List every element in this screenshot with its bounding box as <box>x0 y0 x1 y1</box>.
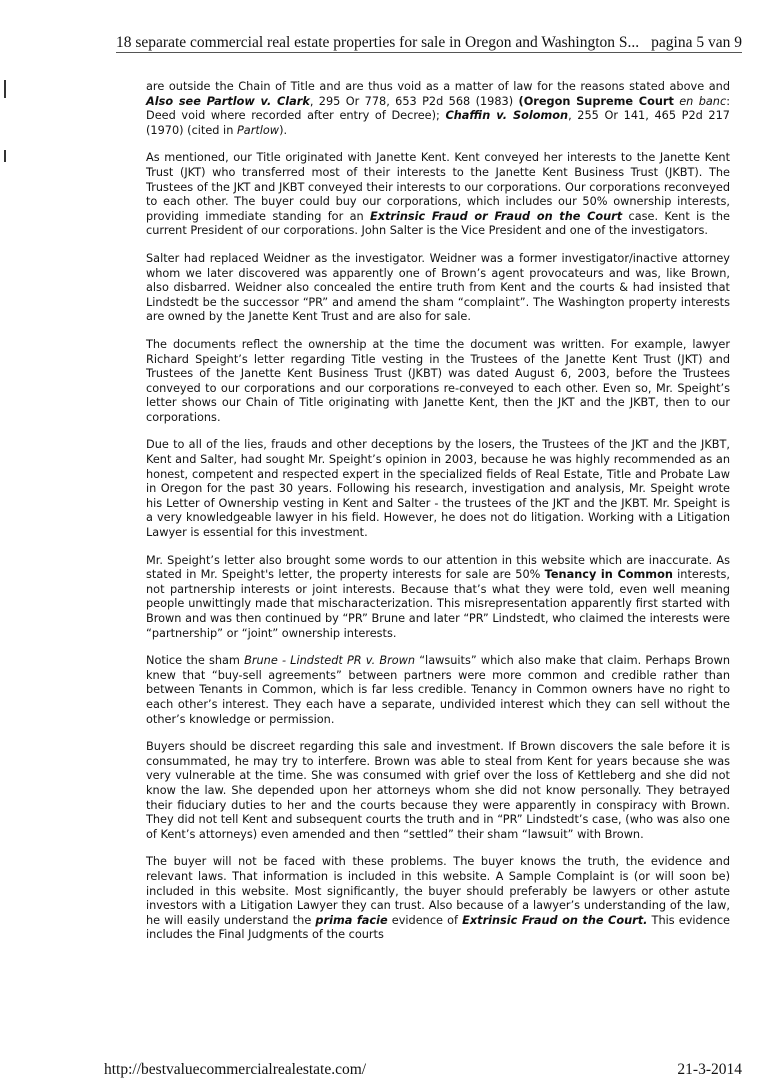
text-run: The buyer will not be faced with these problems. The buyer knows the truth, the evidence and relevant laws. That information is included in this website. A Sample Complaint is (or will soon be) included in this website. Most significantly, the buyer should preferably be lawyers or other astute investors with a Litigation Lawyer they can trust. Also because of a lawyer’s understanding of the law, he will easily understand the <box>146 855 730 927</box>
text-run: Mr. Speight’s letter also brought some words to our attention in this website which are inaccurate. As stated in Mr. Speight's letter, the property interests for sale are 50% <box>146 553 730 582</box>
text-run: Notice the sham <box>146 654 245 668</box>
emphasized-text: (Oregon Supreme Court <box>518 94 674 108</box>
paragraph <box>146 80 730 138</box>
paragraph <box>146 740 730 842</box>
emphasized-text: en banc <box>679 94 727 108</box>
text-run: evidence of <box>387 913 463 927</box>
print-date: 21-3-2014 <box>677 1061 742 1078</box>
emphasized-text: Tenancy in Common <box>544 568 673 582</box>
text-run: : Deed void where recorded after entry of Decree); <box>146 94 730 123</box>
text-run: This evidence includes the Final Judgments of the courts <box>146 913 730 942</box>
scan-margin-mark <box>4 150 6 162</box>
text-run: are outside the Chain of Title and are thus void as a matter of law for the reasons stated above and <box>146 80 730 93</box>
document-body <box>146 80 730 956</box>
emphasized-text: Partlow <box>236 123 280 137</box>
text-run: As mentioned, our Title originated with Janette Kent. Kent conveyed her interests to the Janette Kent Trust (JKT) who transferred most of their interests to the Janette Kent Business Trust (JKBT). The Trustees of the JKT and JKBT conveyed their interests to our corporations. Our corporations reconveyed to each other. The buyer could buy our corporations, which includes our 50% ownership interests, providing immediate standing for an <box>146 151 730 223</box>
text-run: ). <box>279 123 288 137</box>
emphasized-text: prima facie <box>315 913 388 927</box>
paragraph <box>146 554 730 642</box>
text-run: , 295 Or 778, 653 P2d 568 (1983) <box>309 94 519 108</box>
paragraph <box>146 438 730 540</box>
paragraph <box>146 654 730 727</box>
emphasized-text: Extrinsic Fraud or Fraud on the Court <box>370 209 623 223</box>
document-title: 18 separate commercial real estate properties for sale in Oregon and Washington S... <box>116 34 640 51</box>
scan-margin-mark <box>4 80 6 98</box>
paragraph <box>146 338 730 426</box>
text-run: The documents reflect the ownership at the time the document was written. For example, lawyer Richard Speight’s letter regarding Title vesting in the Trustees of the Janette Kent Trust (JKT) and Trustees of the Janette Kent Business Trust (JKBT) was dated August 6, 2003, before the Trustees conveyed to our corporations and our corporations re-conveyed to each other. Even so, Mr. Speight’s letter shows our Chain of Title originating with Janette Kent, then the JKT and the JKBT, then to our corporations. <box>146 337 730 424</box>
text-run: , 255 Or 141, 465 P2d 217 (1970) (cited in <box>146 109 730 137</box>
text-run: interests, not partnership interests or joint interests. Because that’s what they were told, even well meaning people unwittingly made that mischaracterization. This misrepresentation apparently first started with Brown and was then continued by “PR” Brune and later “PR” Lindstedt, who claimed the interests were “partnership” or “joint” ownership interests. <box>146 568 730 640</box>
paragraph <box>146 151 730 239</box>
text-run: Due to all of the lies, frauds and other deceptions by the losers, the Trustees of the JKT and the JKBT, Kent and Salter, had sought Mr. Speight’s opinion in 2003, because he was highly recommended as an honest, competent and respected expert in the specialized fields of Real Estate, Title and Probate Law in Oregon for the past 30 years. Following his research, investigation and analysis, Mr. Speight wrote his Letter of Ownership vesting in Kent and Salter - the trustees of the JKT and the JKBT. Mr. Speight is a very knowledgeable lawyer in his field. However, he does not do litigation. Working with a Litigation Lawyer is essential for this investment. <box>146 438 730 540</box>
page-header <box>116 30 742 53</box>
text-run: Salter had replaced Weidner as the investigator. Weidner was a former investigator/inactive attorney whom we later discovered was apparently one of Brown’s agent provocateurs and was, like Brown, also disbarred. Weidner also concealed the entire truth from Kent and the courts & had insisted that Lindstedt be the successor “PR” and amend the sham “complaint”. The Washington property interests are owned by the Janette Kent Trust and are also for sale. <box>146 251 730 324</box>
text-run: case. Kent is the current President of our corporations. John Salter is the Vice President and one of the investigators. <box>146 209 731 238</box>
text-run: Buyers should be discreet regarding this sale and investment. If Brown discovers the sale before it is consummated, he may try to interfere. Brown was able to steal from Kent for years because she was very vulnerable at the time. She was consumed with grief over the loss of Kettleberg and she did not know the law. She depended upon her attorneys whom she did not know personally. They betrayed their fiduciary duties to her and the courts because they were apparently in conspiracy with Brown. They did not tell Kent and subsequent courts the truth and in “PR” Lindstedt’s case, (who was also one of Kent’s attorneys) even amended and then “settled” their sham “lawsuit” with Brown. <box>146 740 730 841</box>
paragraph <box>146 252 730 325</box>
paragraph <box>146 855 730 943</box>
page-number: pagina 5 van 9 <box>651 34 742 51</box>
emphasized-text: Extrinsic Fraud on the Court. <box>462 913 648 927</box>
emphasized-text: Chaffin v. Solomon <box>445 109 569 123</box>
source-url[interactable]: http://bestvaluecommercialrealestate.com/ <box>104 1061 367 1078</box>
emphasized-text: Also see Partlow v. Clark <box>146 94 310 108</box>
text-run: “lawsuits” which also make that claim. Perhaps Brown knew that “buy-sell agreements” between partners were more common and credible rather than between Tenants in Common, which is far less credible. Tenancy in Common owners have no right to each other’s interest. They each have a separate, undivided interest which they can sell without the other’s knowledge or permission. <box>146 654 730 726</box>
emphasized-text: Brune - Lindstedt PR v. Brown <box>244 654 416 668</box>
